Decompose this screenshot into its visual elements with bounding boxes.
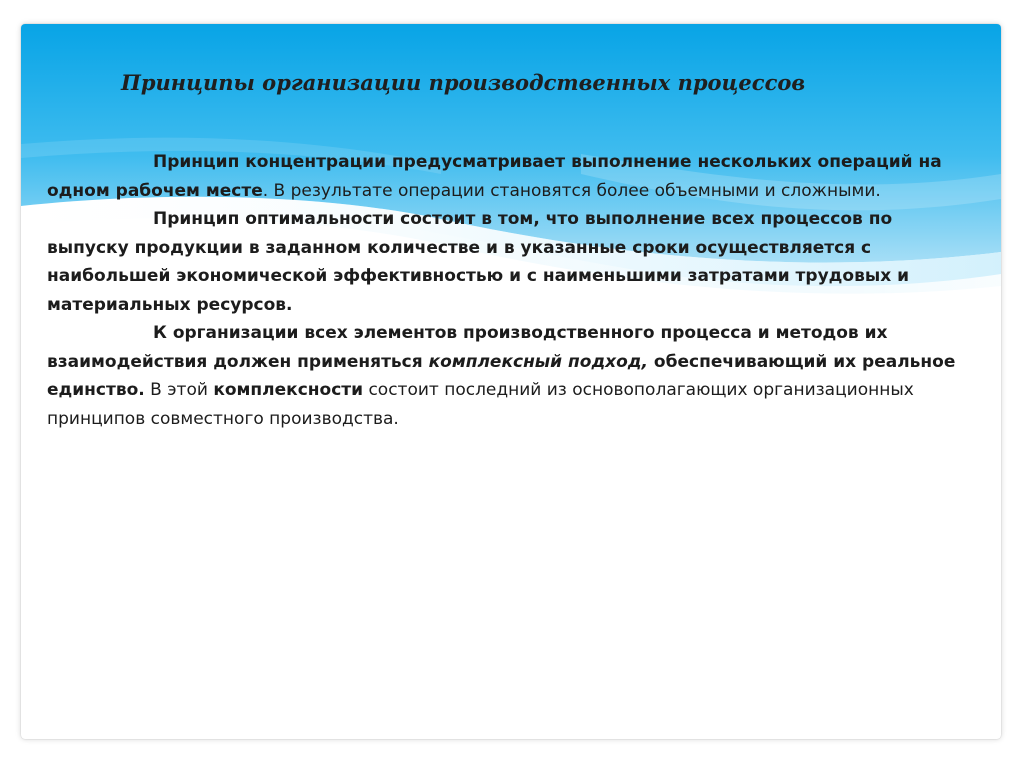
- complexity-bold-2: обеспечивающий их реальное единство.: [47, 351, 956, 400]
- optimality-principle-bold: Принцип оптимальности состоит в том, что выполнение всех процессов по выпуску продукции в заданном количестве и в указанные сроки осуществляется с наибольшей экономической эффективностью и с наименьшими затратами трудовых и материальных ресурсов.: [47, 209, 909, 315]
- complexity-bold-3: комплексности: [213, 380, 364, 400]
- paragraph-concentration: [47, 148, 967, 205]
- slide-title: Принципы организации производственных процессов: [121, 70, 806, 95]
- concentration-principle-rest: . В результате операции становятся более объемными и сложными.: [262, 180, 881, 201]
- complexity-bold-italic: комплексный подход,: [428, 351, 648, 372]
- complexity-bold-1: К организации всех элементов производственного процесса и методов их взаимодействия должен применяться: [47, 323, 888, 372]
- concentration-principle-bold: Принцип концентрации предусматривает выполнение нескольких операций на одном рабочем месте: [47, 152, 942, 201]
- paragraph-complexity: [47, 319, 967, 433]
- complexity-normal-1: В этой: [144, 380, 214, 400]
- complexity-normal-2: состоит последний из основополагающих организационных принципов совместного производства.: [47, 380, 914, 429]
- paragraph-optimality: [47, 205, 967, 319]
- slide: [21, 24, 1001, 739]
- slide-body: [47, 148, 967, 433]
